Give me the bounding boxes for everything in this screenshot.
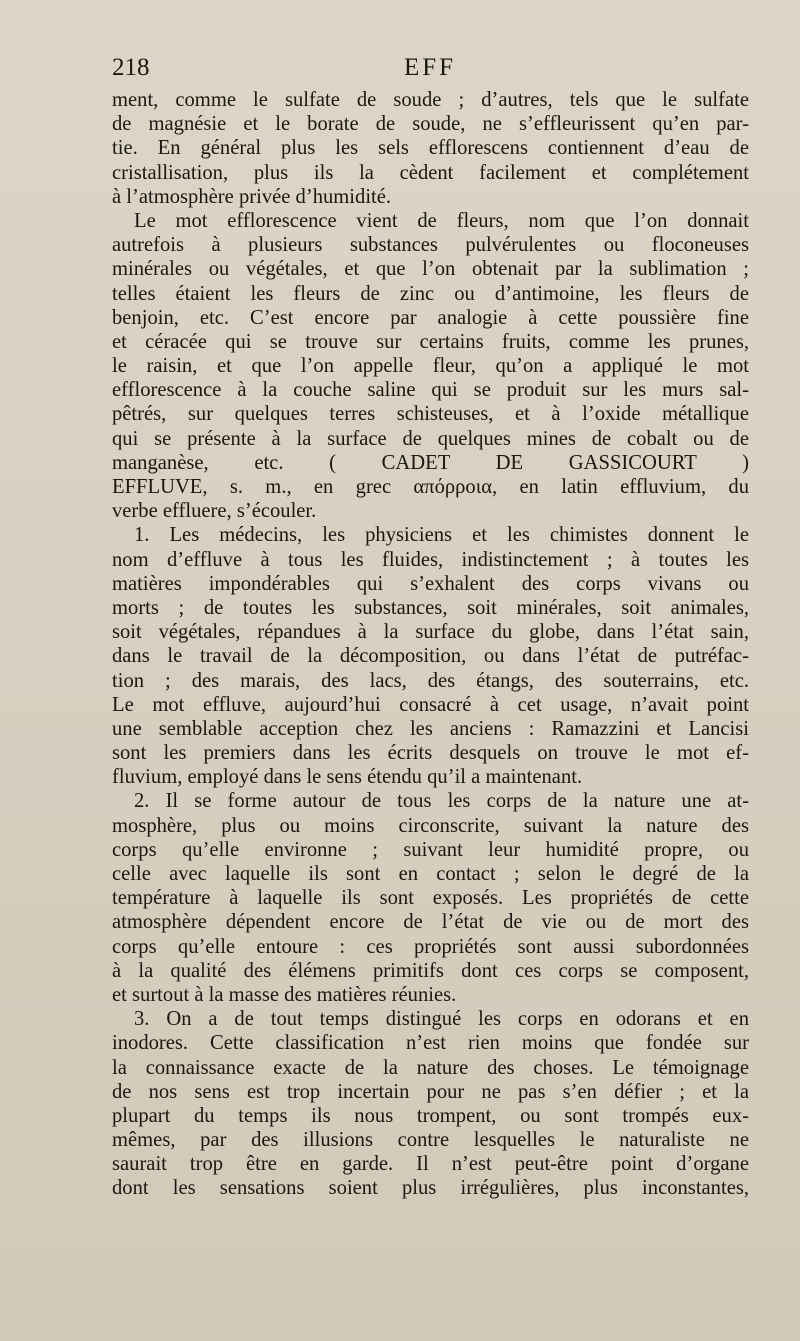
text-line: efflorescence à la couche saline qui se produit sur les murs sal- xyxy=(112,379,749,402)
text-line: de nos sens est trop incertain pour ne pas s’en défier ; et la xyxy=(112,1080,749,1103)
text-line: mosphère, plus ou moins circonscrite, suivant la nature des xyxy=(112,814,749,837)
text-line: le raisin, et que l’on appelle fleur, qu’on a appliqué le mot xyxy=(112,355,749,378)
text-line: la connaissance exacte de la nature des choses. Le témoignage xyxy=(112,1056,749,1079)
text-line: mêmes, par des illusions contre lesquelles le naturaliste ne xyxy=(112,1129,749,1152)
text-line: sont les premiers dans les écrits desquels on trouve le mot ef- xyxy=(112,742,749,765)
text-line: et céracée qui se trouve sur certains fruits, comme les prunes, xyxy=(112,330,749,353)
text-line: benjoin, etc. C’est encore par analogie à cette poussière fine xyxy=(112,306,749,329)
text-line: à la qualité des élémens primitifs dont ces corps se composent, xyxy=(112,959,749,982)
text-line: corps qu’elle entoure : ces propriétés sont aussi subordonnées xyxy=(112,935,749,958)
text-line: de magnésie et le borate de soude, ne s’effleurissent qu’en par- xyxy=(112,113,749,136)
text-line: dont les sensations soient plus irrégulières, plus inconstantes, xyxy=(112,1177,749,1200)
text-line: à l’atmosphère privée d’humidité. xyxy=(112,185,392,208)
text-line: manganèse, etc. ( CADET DE GASSICOURT ) xyxy=(112,451,749,474)
text-line: plupart du temps ils nous trompent, ou sont trompés eux- xyxy=(112,1104,749,1127)
text-line: 3. On a de tout temps distingué les corps en odorans et en xyxy=(134,1008,749,1031)
text-line: tion ; des marais, des lacs, des étangs, des souterrains, etc. xyxy=(112,669,749,692)
text-line: Le mot effluve, aujourd’hui consacré à cet usage, n’avait point xyxy=(112,693,749,716)
text-line: pêtrés, sur quelques terres schisteuses, et à l’oxide métallique xyxy=(112,403,749,426)
text-line: ment, comme le sulfate de soude ; d’autres, tels que le sulfate xyxy=(112,89,749,111)
page-body-text xyxy=(112,88,749,1201)
text-line: qui se présente à la surface de quelques mines de cobalt ou de xyxy=(112,427,749,450)
text-line: 1. Les médecins, les physiciens et les chimistes donnent le xyxy=(134,524,749,547)
text-line: nom d’effluve à tous les fluides, indistinctement ; à toutes les xyxy=(112,548,749,571)
text-line: saurait trop être en garde. Il n’est peut-être point d’organe xyxy=(112,1153,749,1176)
text-line: cristallisation, plus ils la cèdent facilement et complétement xyxy=(112,161,749,184)
text-line: 2. Il se forme autour de tous les corps de la nature une at- xyxy=(134,790,749,813)
text-line: fluvium, employé dans le sens étendu qu’il a maintenant. xyxy=(112,766,583,789)
text-line: Le mot efflorescence vient de fleurs, nom que l’on donnait xyxy=(134,209,749,232)
text-line: celle avec laquelle ils sont en contact ; selon le degré de la xyxy=(112,863,749,885)
text-line: autrefois à plusieurs substances pulvérulentes ou floconeuses xyxy=(112,234,749,257)
text-line: dans le travail de la décomposition, ou dans l’état de putréfac- xyxy=(112,645,749,668)
text-line: tie. En général plus les sels efflorescens contiennent d’eau de xyxy=(112,137,749,160)
text-line: EFFLUVE, s. m., en grec απόρροια, en latin effluvium, du xyxy=(112,476,749,498)
text-line: verbe effluere, s’écouler. xyxy=(112,500,317,523)
text-line: morts ; de toutes les substances, soit minérales, soit animales, xyxy=(112,596,749,619)
text-line: une semblable acception chez les anciens : Ramazzini et Lancisi xyxy=(112,717,749,740)
text-line: et surtout à la masse des matières réunies. xyxy=(112,983,457,1006)
text-line: corps qu’elle environne ; suivant leur humidité propre, ou xyxy=(112,838,749,861)
text-line: soit végétales, répandues à la surface du globe, dans l’état sain, xyxy=(112,621,749,644)
page-number: 218 xyxy=(112,54,150,81)
text-line: matières impondérables qui s’exhalent des corps vivans ou xyxy=(112,572,749,595)
text-line: inodores. Cette classification n’est rien moins que fondée sur xyxy=(112,1032,749,1055)
text-line: telles étaient les fleurs de zinc ou d’antimoine, les fleurs de xyxy=(112,282,749,305)
page-header xyxy=(112,50,748,86)
text-line: température à laquelle ils sont exposés. Les propriétés de cette xyxy=(112,887,749,910)
text-line: minérales ou végétales, et que l’on obtenait par la sublimation ; xyxy=(112,258,749,281)
text-line: atmosphère dépendent encore de l’état de vie ou de mort des xyxy=(112,911,749,934)
running-head: EFF xyxy=(403,54,457,81)
